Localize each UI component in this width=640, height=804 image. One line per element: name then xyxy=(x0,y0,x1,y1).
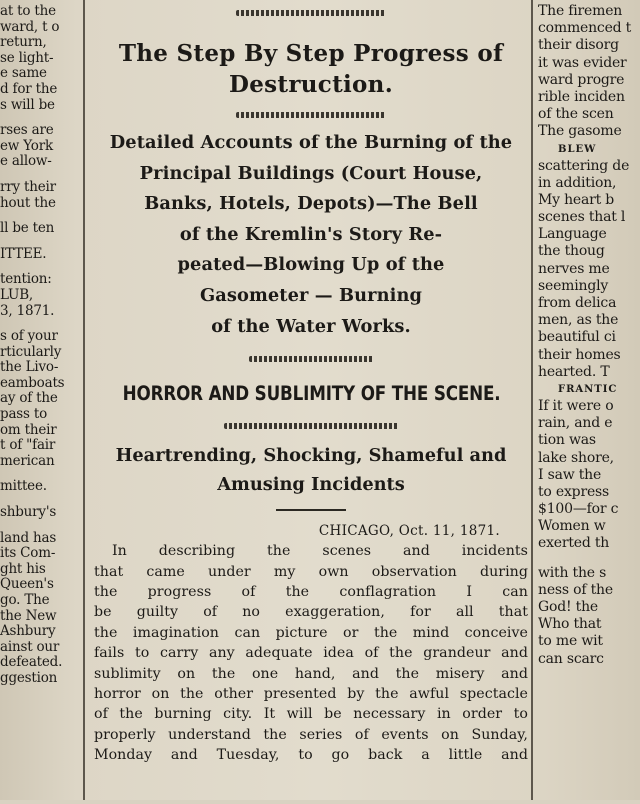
article-line: fails to carry any adequate idea of the grandeur and xyxy=(94,645,528,662)
right-column-line: God! the xyxy=(538,599,598,615)
article-line: In describing the scenes and incidents xyxy=(112,543,528,560)
deck-headline xyxy=(92,128,530,342)
left-column-line: ght his xyxy=(0,560,46,577)
ornament-rule xyxy=(224,423,399,429)
left-column-line: defeated. xyxy=(0,654,63,671)
right-column-line: I saw the xyxy=(538,466,602,483)
left-column-line: s will be xyxy=(0,96,55,113)
dateline: CHICAGO, Oct. 11, 1871. xyxy=(318,523,500,540)
ornament-rule xyxy=(249,356,374,362)
left-column-line: rses are xyxy=(0,122,54,139)
article-line: of the burning city. It will be necessary in order to xyxy=(94,706,528,723)
subhead: HORROR AND SUBLIMITY OF THE SCENE. xyxy=(122,382,501,406)
left-column-line: 3, 1871. xyxy=(0,302,55,319)
right-column-line: in addition, xyxy=(538,174,617,191)
secondary-deck xyxy=(92,441,530,499)
right-column-line: rain, and e xyxy=(538,415,613,432)
right-column-line: beautiful ci xyxy=(538,329,616,346)
right-column-line: can scarc xyxy=(538,650,604,667)
deck-line: Detailed Accounts of the Burning of the xyxy=(109,132,513,153)
right-column-line: My heart b xyxy=(538,191,615,208)
left-column-line: land has xyxy=(0,529,57,546)
left-column-line: Queen's xyxy=(0,576,54,593)
right-column-line: hearted. T xyxy=(538,363,610,380)
left-column-line: om their xyxy=(0,421,57,438)
short-rule xyxy=(276,509,346,511)
right-column-line: from delica xyxy=(538,295,617,311)
left-column-line: ITTEE. xyxy=(0,245,47,262)
left-column-line: t of "fair xyxy=(0,437,56,454)
left-column-line: go. The xyxy=(0,592,50,608)
left-column-line: at to the xyxy=(0,3,56,19)
left-column-line: ward, t o xyxy=(0,18,60,35)
right-column-line: to express xyxy=(538,483,609,500)
left-column-line: pass to xyxy=(0,406,47,423)
article-line: sublimity on the one hand, and the misery and xyxy=(94,665,528,682)
left-column-line: ew York xyxy=(0,137,53,154)
right-column-line: Language xyxy=(538,226,607,243)
right-column-line: Who that xyxy=(538,616,602,633)
right-column-line: lake shore, xyxy=(538,449,614,466)
article-line: the progress of the conflagration I can xyxy=(94,583,528,600)
left-column-line: ainst our xyxy=(0,638,60,655)
left-column-line: mittee. xyxy=(0,478,47,495)
right-column-line: seemingly xyxy=(538,277,609,294)
left-column-line: e allow- xyxy=(0,153,52,170)
right-column-line: scattering de xyxy=(538,157,630,174)
center-column xyxy=(92,0,530,800)
article-line: Monday and Tuesday, to go back a little and xyxy=(94,747,528,764)
left-column-line: s of your xyxy=(0,328,58,345)
deck-line: Banks, Hotels, Depots)—The Bell xyxy=(144,193,478,215)
headline-line: Destruction. xyxy=(228,71,394,98)
deck-line: peated—Blowing Up of the xyxy=(177,254,445,276)
column-rule-left xyxy=(83,0,85,800)
right-column-line: The firemen xyxy=(538,3,623,19)
right-column-line: with the s xyxy=(538,564,607,581)
right-column-line: If it were o xyxy=(538,397,614,414)
left-column-line: the New xyxy=(0,607,57,624)
left-column-line: hout the xyxy=(0,194,56,211)
article-body xyxy=(92,541,530,765)
right-column-line: men, as the xyxy=(538,312,619,329)
right-column-line: their homes xyxy=(538,346,621,363)
headline-line: The Step By Step Progress of xyxy=(118,40,504,67)
right-column-line: ward progre xyxy=(538,71,625,88)
deck-line: of the Kremlin's Story Re- xyxy=(179,223,443,245)
right-column-line: tion was xyxy=(538,432,596,449)
left-column-line: ll be ten xyxy=(0,220,55,237)
deck-line: Gasometer — Burning xyxy=(199,284,423,306)
left-column xyxy=(0,0,78,804)
right-column-line: $100—for c xyxy=(538,501,619,518)
left-column-line: the Livo- xyxy=(0,359,59,376)
right-column-line: their disorg xyxy=(538,37,619,54)
left-column-line: rticularly xyxy=(0,343,62,360)
left-column-line: merican xyxy=(0,452,55,469)
right-column-line xyxy=(538,553,640,565)
left-column-line: its Com- xyxy=(0,545,56,562)
left-column-line: tention: xyxy=(0,271,52,288)
top-ornament-rule xyxy=(236,10,386,16)
left-column-line: d for the xyxy=(0,80,58,97)
right-column-line: scenes that l xyxy=(538,209,626,226)
ornament-rule xyxy=(236,112,386,118)
right-column-line: ness of the xyxy=(538,581,613,598)
article-line: horror on the other presented by the awful spectacle xyxy=(94,686,528,702)
left-column-line: LUB, xyxy=(0,286,34,303)
right-column-line: the thoug xyxy=(538,243,605,260)
left-column-line: return, xyxy=(0,34,47,51)
deck2-line: Amusing Incidents xyxy=(217,474,405,496)
right-column-line: exerted th xyxy=(538,535,610,552)
left-column-line: ggestion xyxy=(0,669,58,686)
column-rule-right xyxy=(531,0,533,800)
right-column-line: to me wit xyxy=(538,633,603,650)
right-column-line: rible inciden xyxy=(538,88,625,105)
article-line: be guilty of no exaggeration, for all that xyxy=(94,604,528,621)
left-column-line: rry their xyxy=(0,178,56,195)
right-column-line: The gasome xyxy=(538,123,622,140)
article-line: that came under my own observation during xyxy=(94,563,528,580)
left-column-line: e same xyxy=(0,65,47,82)
right-column-line: nerves me xyxy=(538,260,610,277)
left-column-line: Ashbury xyxy=(0,623,56,640)
left-column-line: se light- xyxy=(0,49,54,66)
deck-line: of the Water Works. xyxy=(211,315,411,337)
left-column-line: eamboats xyxy=(0,374,65,391)
headline xyxy=(92,38,530,100)
right-column xyxy=(538,0,640,803)
left-column-line: shbury's xyxy=(0,504,57,521)
right-column-line: BLEW xyxy=(558,143,597,155)
left-column-line: ay of the xyxy=(0,390,58,407)
right-column-line: of the scen xyxy=(538,106,614,123)
deck-line: Principal Buildings (Court House, xyxy=(139,162,483,184)
article-line: the imagination can picture or the mind conceive xyxy=(94,624,528,641)
deck2-line: Heartrending, Shocking, Shameful and xyxy=(115,445,507,467)
right-column-line: FRANTIC xyxy=(558,383,618,395)
right-column-line: commenced t xyxy=(538,20,632,37)
right-column-line: Women w xyxy=(538,518,606,535)
right-column-line: it was evider xyxy=(538,54,627,71)
article-line: properly understand the series of events on Sunday, xyxy=(94,726,528,743)
